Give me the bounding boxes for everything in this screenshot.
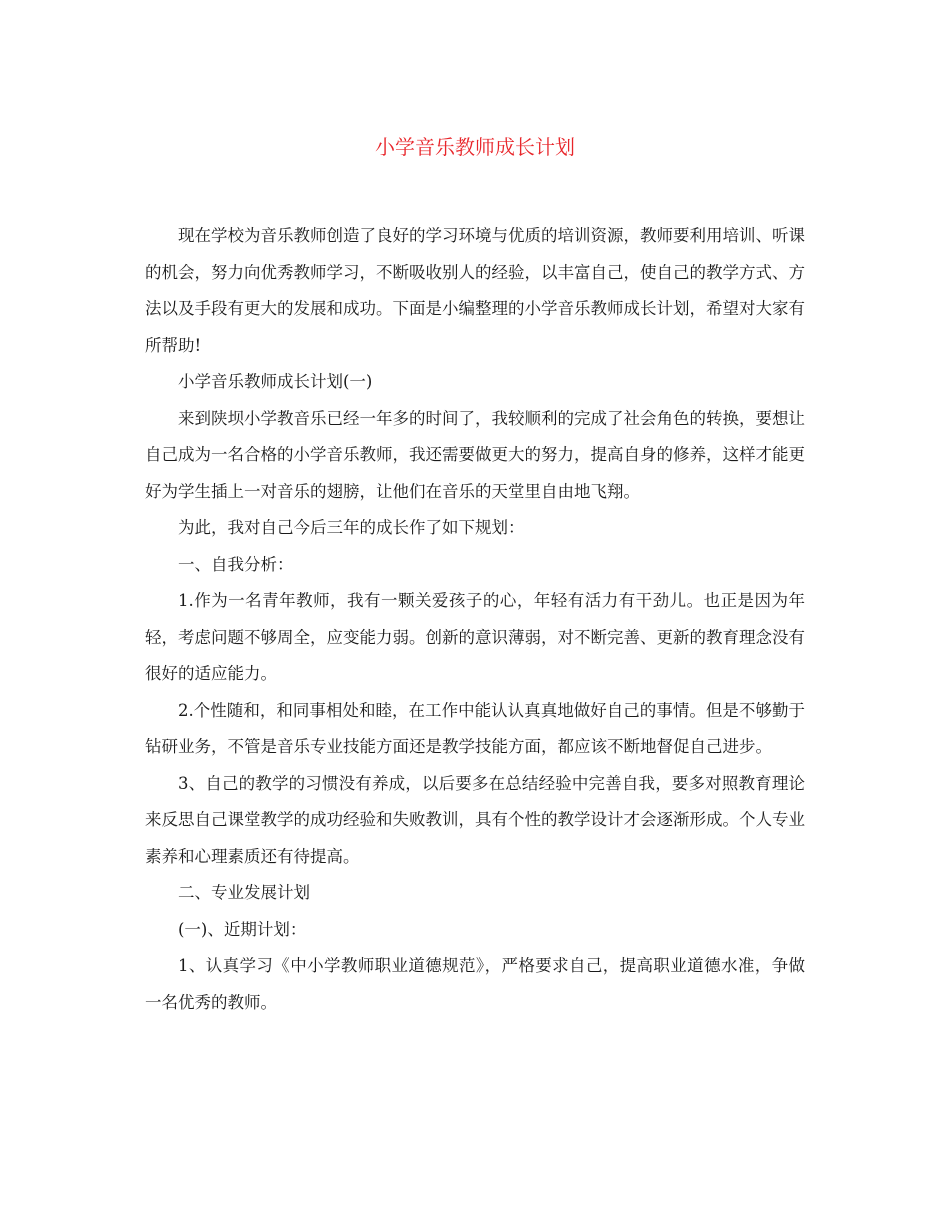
document-body xyxy=(145,218,805,1021)
document-title: 小学音乐教师成长计划 xyxy=(375,135,575,159)
paragraph-analysis-2: 2.个性随和，和同事相处和睦，在工作中能认认真真地做好自己的事情。但是不够勤于钻研业务，不管是音乐专业技能方面还是教学技能方面，都应该不断地督促自己进步。 xyxy=(145,700,805,756)
paragraph-intro: 现在学校为音乐教师创造了良好的学习环境与优质的培训资源，教师要利用培训、听课的机会，努力向优秀教师学习，不断吸收别人的经验，以丰富自己，使自己的教学方式、方法以及手段有更大的发展和成功。下面是小编整理的小学音乐教师成长计划，希望对大家有所帮助! xyxy=(145,226,805,355)
paragraph-plan-intro: 为此，我对自己今后三年的成长作了如下规划： xyxy=(178,518,525,537)
paragraph-short-term-heading: (一)、近期计划： xyxy=(178,919,307,939)
paragraph-short-term-1: 1、认真学习《中小学教师职业道德规范》，严格要求自己，提高职业道德水准，争做一名优秀的教师。 xyxy=(145,956,805,1012)
paragraph-section-heading: 小学音乐教师成长计划(一) xyxy=(178,372,373,391)
paragraph-analysis-3: 3、自己的教学的习惯没有养成，以后要多在总结经验中完善自我，要多对照教育理论来反思自己课堂教学的成功经验和失败教训，具有个性的教学设计才会逐渐形成。个人专业素养和心理素质还有待提高。 xyxy=(145,773,805,866)
paragraph-development-heading: 二、专业发展计划 xyxy=(178,883,310,902)
paragraph-analysis-1: 1.作为一名青年教师，我有一颗关爱孩子的心，年轻有活力有干劲儿。也正是因为年轻，考虑问题不够周全，应变能力弱。创新的意识薄弱，对不断完善、更新的教育理念没有很好的适应能力。 xyxy=(145,591,805,683)
paragraph-background: 来到陕坝小学教音乐已经一年多的时间了，我较顺利的完成了社会角色的转换，要想让自己成为一名合格的小学音乐教师，我还需要做更大的努力，提高自身的修养，这样才能更好为学生插上一对音乐的翅膀，让他们在音乐的天堂里自由地飞翔。 xyxy=(145,408,805,501)
paragraph-self-analysis-heading: 一、自我分析： xyxy=(178,554,294,574)
